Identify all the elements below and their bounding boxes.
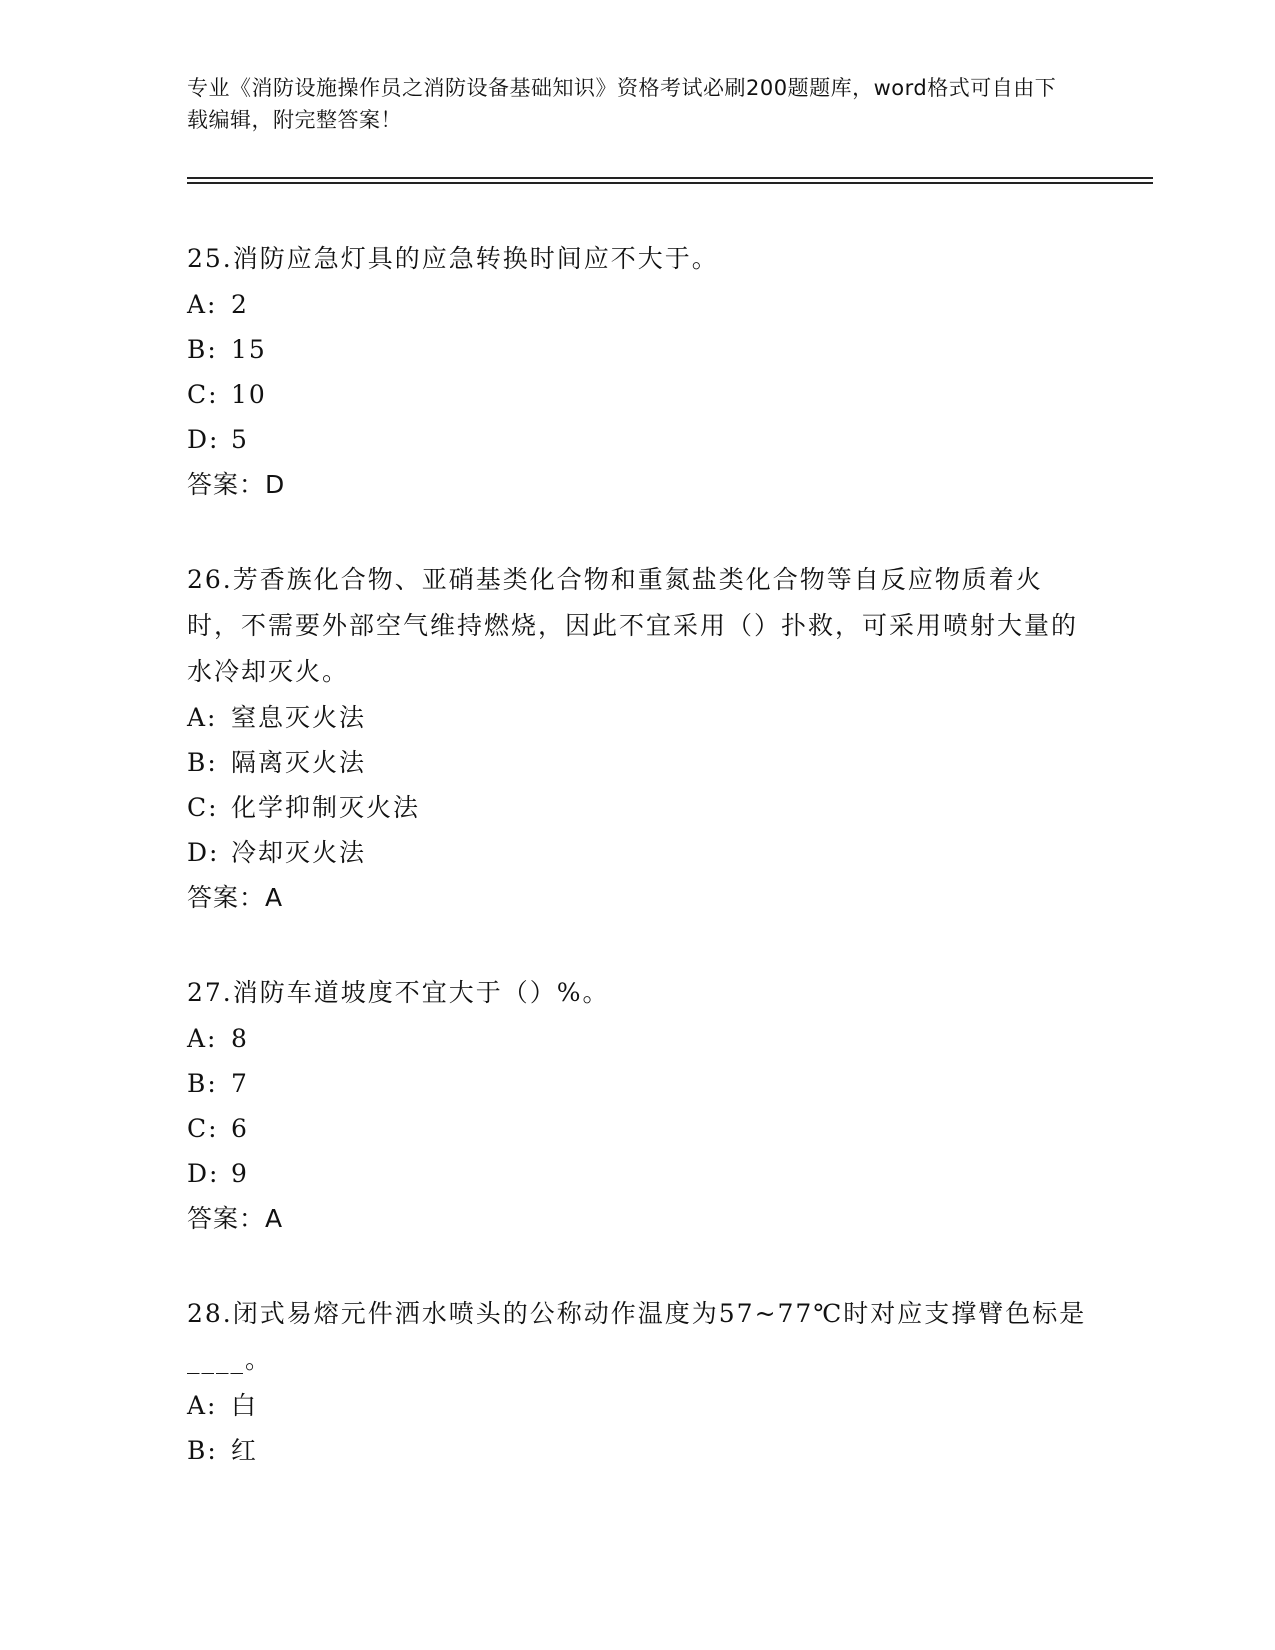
option-key: B: — [187, 335, 218, 364]
option-key: B: — [187, 748, 218, 777]
option-d — [187, 417, 1087, 462]
option-key: D: — [187, 838, 220, 867]
question-27 — [187, 970, 1087, 1241]
option-key: D: — [187, 425, 220, 454]
option-key: A: — [187, 1391, 218, 1420]
option-key: B: — [187, 1436, 218, 1465]
option-value: 7 — [231, 1069, 249, 1098]
option-value: 10 — [231, 380, 267, 409]
option-b — [187, 740, 1087, 785]
option-c — [187, 785, 1087, 830]
option-key: C: — [187, 1114, 219, 1143]
option-value: 6 — [231, 1114, 249, 1143]
option-value: 化学抑制灭火法 — [231, 793, 421, 822]
option-value: 9 — [231, 1159, 249, 1188]
option-value: 红 — [231, 1436, 259, 1465]
option-c — [187, 1106, 1087, 1151]
option-key: B: — [187, 1069, 218, 1098]
option-a — [187, 695, 1087, 740]
option-d — [187, 830, 1087, 875]
option-value: 5 — [231, 425, 249, 454]
option-value: 隔离灭火法 — [231, 748, 367, 777]
header-divider-top — [187, 177, 1153, 179]
option-a — [187, 282, 1087, 327]
option-value: 冷却灭火法 — [231, 838, 367, 867]
answer-line: 答案：A — [187, 883, 284, 912]
option-value: 8 — [231, 1024, 249, 1053]
option-a — [187, 1016, 1087, 1061]
question-26 — [187, 557, 1087, 920]
question-28 — [187, 1291, 1087, 1473]
option-key: C: — [187, 793, 219, 822]
answer-line: 答案：D — [187, 470, 286, 499]
option-key: A: — [187, 703, 218, 732]
option-b — [187, 1428, 1087, 1473]
question-text: 28.闭式易熔元件洒水喷头的公称动作温度为57~77℃时对应支撑臂色标是____。 — [187, 1299, 1087, 1374]
option-a — [187, 1383, 1087, 1428]
option-b — [187, 1061, 1087, 1106]
option-value: 2 — [231, 290, 249, 319]
question-list — [187, 236, 1087, 1523]
option-value: 窒息灭火法 — [231, 703, 367, 732]
option-b — [187, 327, 1087, 372]
option-value: 白 — [231, 1391, 259, 1420]
option-d — [187, 1151, 1087, 1196]
question-text: 25.消防应急灯具的应急转换时间应不大于。 — [187, 244, 719, 273]
option-value: 15 — [231, 335, 267, 364]
question-25 — [187, 236, 1087, 507]
option-key: C: — [187, 380, 219, 409]
question-text: 26.芳香族化合物、亚硝基类化合物和重氮盐类化合物等自反应物质着火时，不需要外部空气维持燃烧，因此不宜采用（）扑救，可采用喷射大量的水冷却灭火。 — [187, 565, 1079, 686]
option-c — [187, 372, 1087, 417]
option-key: A: — [187, 290, 218, 319]
header-divider-bottom — [187, 182, 1153, 184]
question-text: 27.消防车道坡度不宜大于（）%。 — [187, 978, 610, 1007]
option-key: D: — [187, 1159, 220, 1188]
document-header: 专业《消防设施操作员之消防设备基础知识》资格考试必刷200题题库，word格式可自由下载编辑，附完整答案！ — [187, 76, 1057, 132]
option-key: A: — [187, 1024, 218, 1053]
answer-line: 答案：A — [187, 1204, 284, 1233]
